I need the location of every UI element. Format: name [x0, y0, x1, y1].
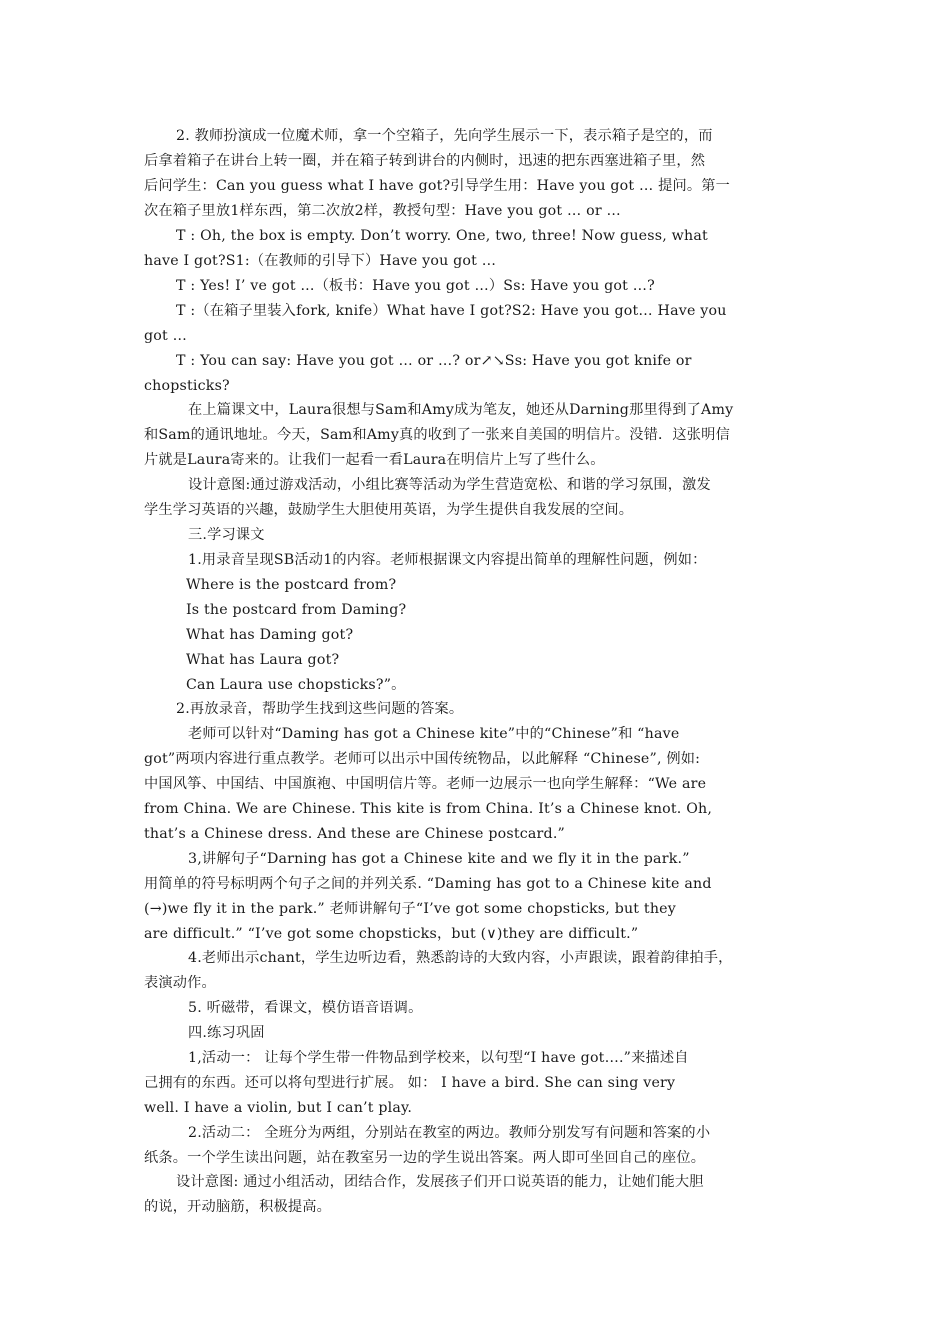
question-line: Where is the postcard from?	[186, 577, 397, 593]
text-line: 1.用录音呈现SB活动1的内容。老师根据课文内容提出简单的理解性问题，例如：	[188, 552, 707, 568]
text-line: got”两项内容进行重点教学。老师可以出示中国传统物品，以此解释 “Chinese”, 例如:	[144, 751, 701, 767]
text-line: 4.老师出示chant，学生边听边看，熟悉韵诗的大致内容，小声跟读，跟着韵律拍手，	[188, 950, 733, 966]
text-line: 1,活动一： 让每个学生带一件物品到学校来，以句型“I have got….”来描述自	[188, 1050, 689, 1066]
section-heading: 三.学习课文	[188, 527, 265, 543]
text-line: T :（在箱子里装入fork, knife）What have I got?S2: Have you got… Have you	[176, 303, 727, 319]
text-line: 片就是Laura寄来的。让我们一起看一看Laura在明信片上写了些什么。	[144, 452, 605, 468]
text-line: 己拥有的东西。还可以将句型进行扩展。 如： I have a bird. She can sing very	[144, 1075, 676, 1091]
question-line: What has Laura got?	[186, 652, 340, 668]
text-line: 中国风筝、中国结、中国旗袍、中国明信片等。老师一边展示一也向学生解释：“We are	[144, 776, 707, 792]
text-line: from China. We are Chinese. This kite is from China. It’s a Chinese knot. Oh,	[144, 801, 713, 817]
text-line: 的说，开动脑筋，积极提高。	[144, 1199, 332, 1215]
text-line: 5. 听磁带，看课文，模仿语音语调。	[188, 1000, 423, 1016]
text-line: 2.再放录音，帮助学生找到这些问题的答案。	[176, 701, 464, 717]
text-line: 老师可以针对“Daming has got a Chinese kite”中的“Chinese”和 “have	[188, 726, 680, 742]
text-line: got …	[144, 328, 188, 344]
text-line: 在上篇课文中，Laura很想与Sam和Amy成为笔友，她还从Darning那里得到了Amy	[188, 402, 734, 418]
text-line: are difficult.” “I’ve got some chopsticks，but (∨)they are difficult.”	[144, 926, 639, 942]
question-line: What has Daming got?	[186, 627, 354, 643]
text-line: 次在箱子里放1样东西，第二次放2样，教授句型：Have you got … or …	[144, 203, 621, 219]
text-line: T : Oh, the box is empty. Don’t worry. One, two, three! Now guess, what	[176, 228, 708, 244]
text-line: 纸条。一个学生读出问题，站在教室另一边的学生说出答案。两人即可坐回自己的座位。	[144, 1150, 706, 1166]
text-line: 后问学生：Can you guess what I have got?引导学生用：Have you got … 提问。第一	[144, 178, 731, 194]
section-heading: 四.练习巩固	[188, 1025, 265, 1041]
text-line: 3,讲解句子“Darning has got a Chinese kite and we fly it in the park.”	[188, 851, 690, 867]
text-line: 用简单的符号标明两个句子之间的并列关系. “Daming has got to a Chinese kite and	[144, 876, 712, 892]
question-line: Can Laura use chopsticks?”。	[186, 677, 406, 693]
text-line: 2.活动二： 全班分为两组，分别站在教室的两边。教师分别发写有问题和答案的小	[188, 1125, 711, 1141]
text-line: (→)we fly it in the park.” 老师讲解句子“I’ve got some chopsticks, but they	[144, 901, 676, 917]
text-line: 设计意图: 通过小组活动，团结合作，发展孩子们开口说英语的能力，让她们能大胆	[176, 1174, 704, 1190]
text-line: 后拿着箱子在讲台上转一圈，并在箱子转到讲台的内侧时，迅速的把东西塞进箱子里，然	[144, 153, 706, 169]
text-line: 设计意图:通过游戏活动，小组比赛等活动为学生营造宽松、和谐的学习氛围，激发	[188, 477, 711, 493]
text-line: well. I have a violin, but I can’t play.	[144, 1100, 413, 1116]
question-line: Is the postcard from Daming?	[186, 602, 407, 618]
text-line: T : You can say: Have you got … or …? or↗↘Ss: Have you got knife or	[176, 353, 692, 369]
text-line: 和Sam的通讯地址。今天，Sam和Amy真的收到了一张来自美国的明信片。没错．这张明信	[144, 427, 730, 443]
text-line: 表演动作。	[144, 975, 216, 991]
text-line: that’s a Chinese dress. And these are Chinese postcard.”	[144, 826, 565, 842]
text-line: chopsticks?	[144, 378, 230, 394]
text-line: have I got?S1:（在教师的引导下）Have you got …	[144, 253, 497, 269]
text-line: 学生学习英语的兴趣，鼓励学生大胆使用英语，为学生提供自我发展的空间。	[144, 502, 634, 518]
text-line: 2. 教师扮演成一位魔术师，拿一个空箱子，先向学生展示一下，表示箱子是空的，而	[176, 128, 713, 144]
text-line: T : Yes! I’ ve got ...（板书：Have you got …）Ss: Have you got …?	[176, 278, 655, 294]
